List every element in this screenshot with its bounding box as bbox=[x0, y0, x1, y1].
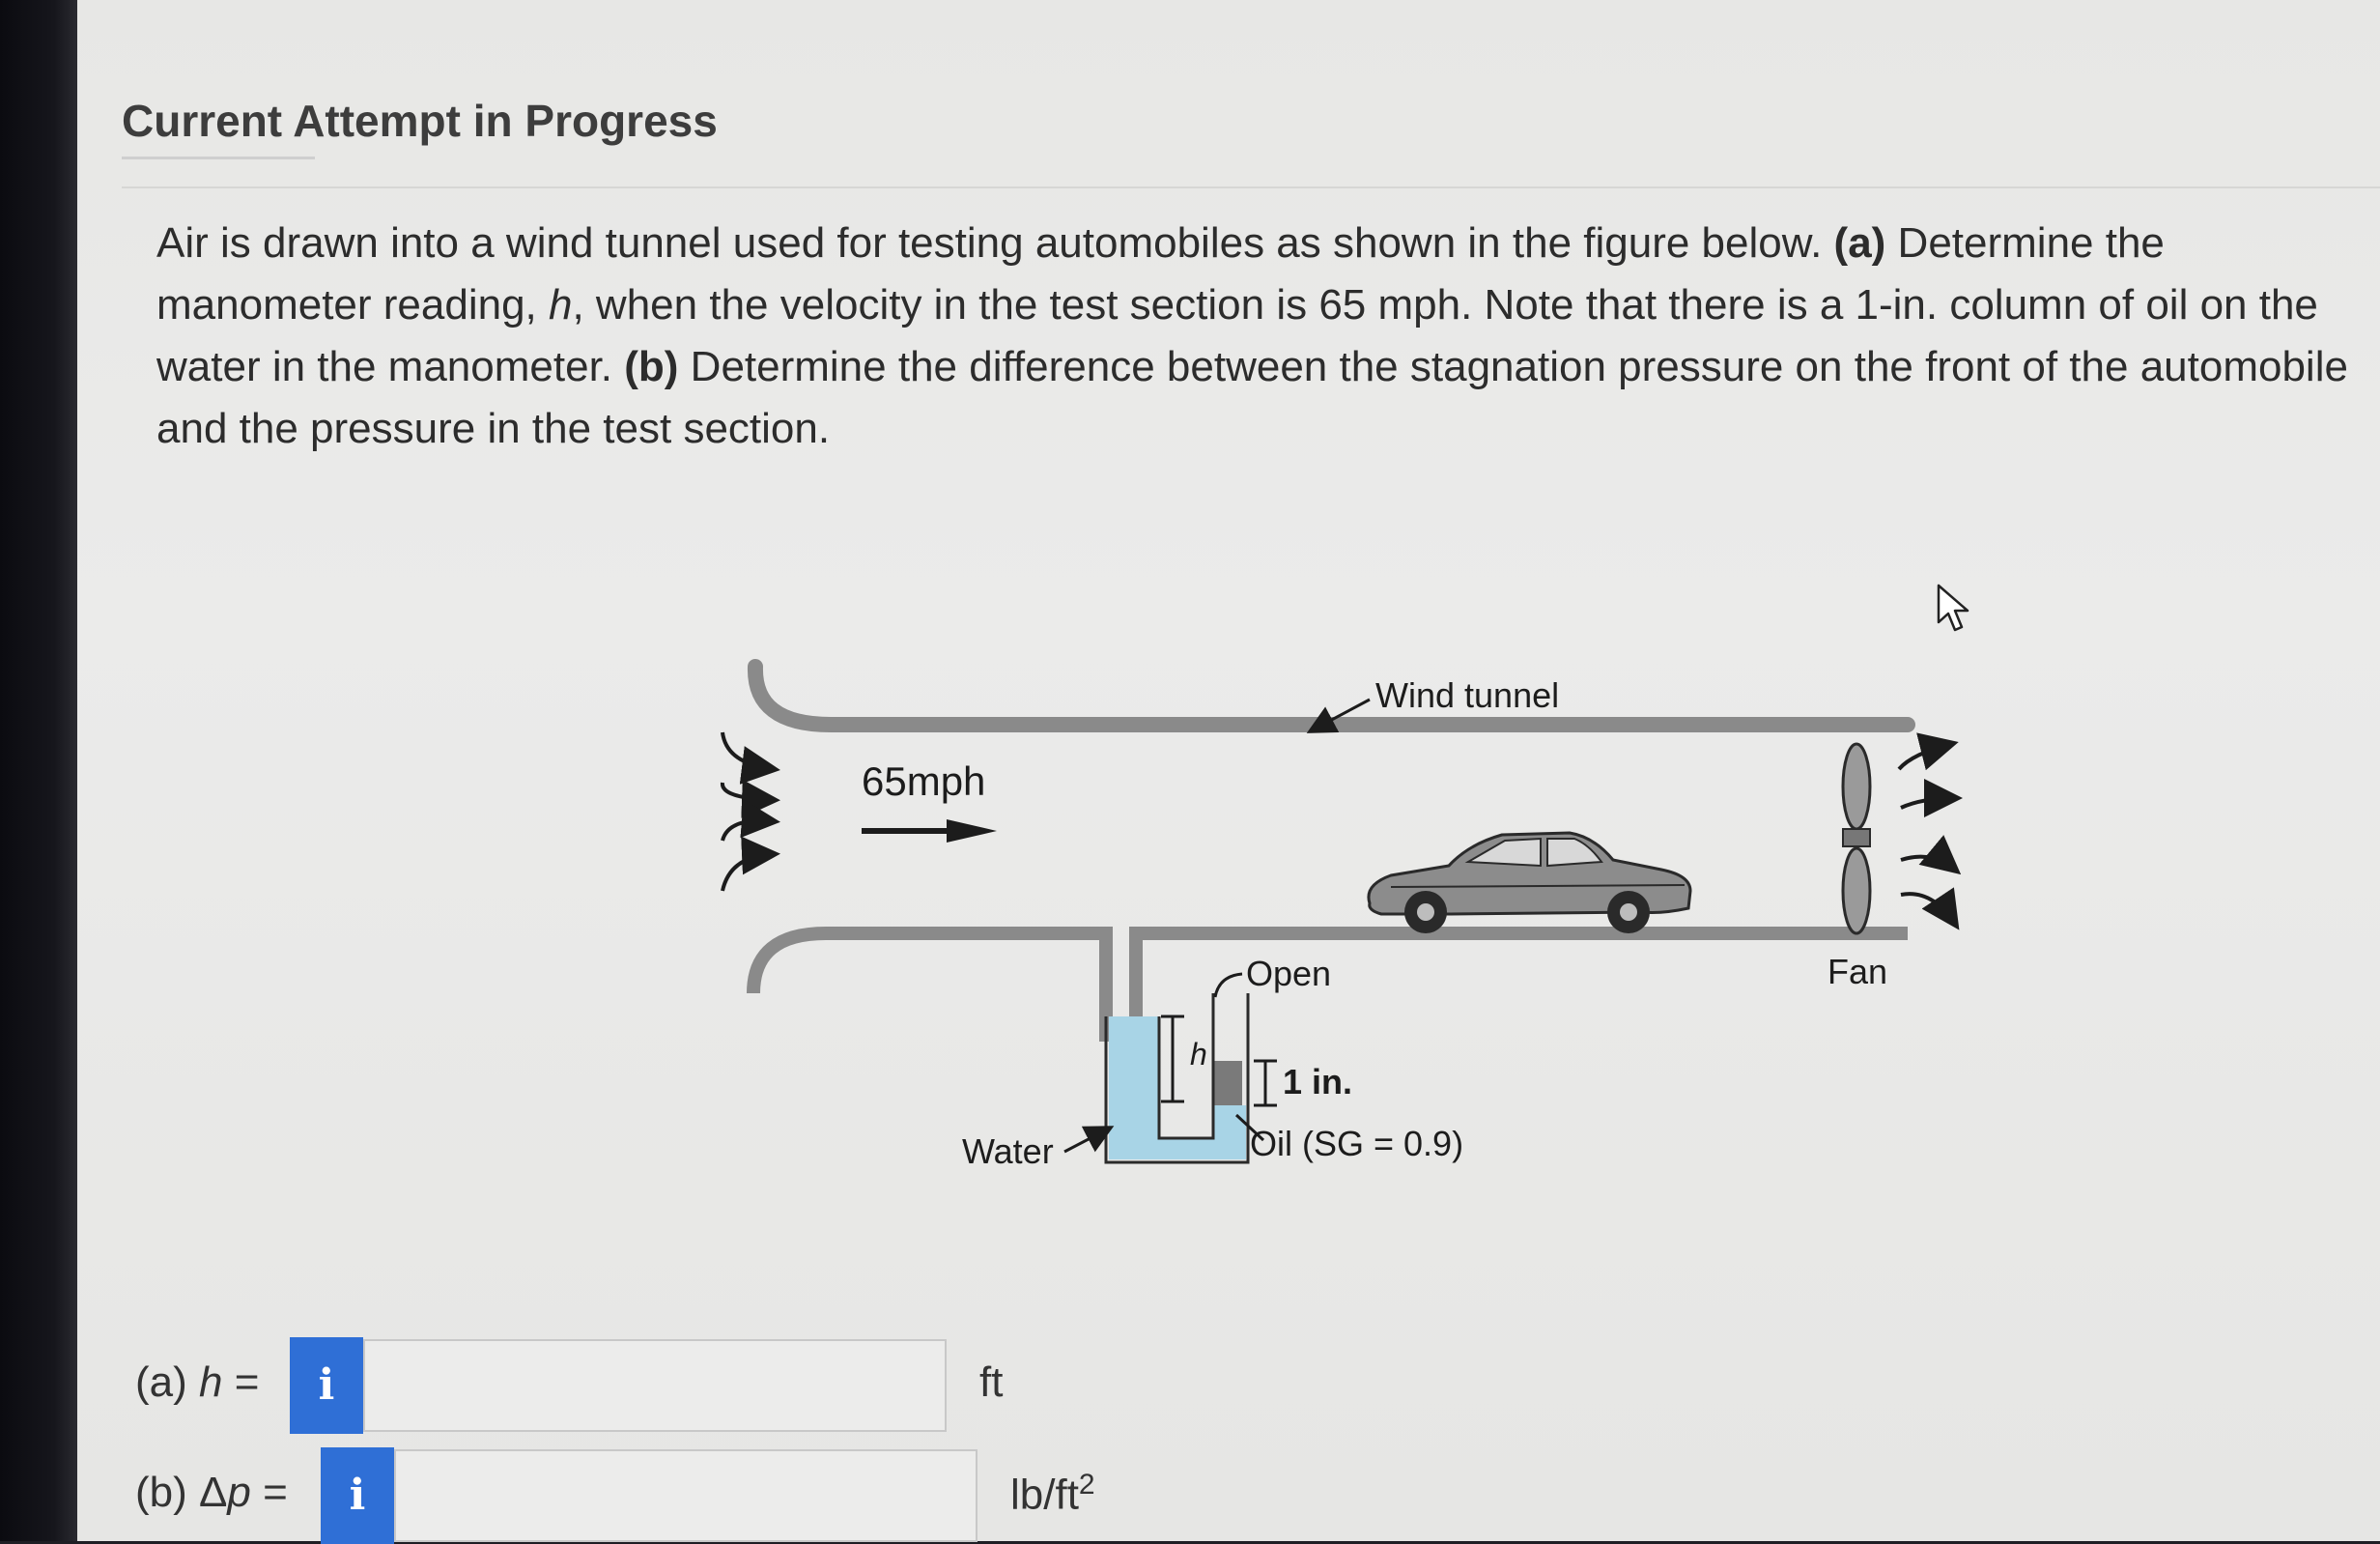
problem-text-2: Determine the manometer reading, bbox=[156, 219, 2165, 329]
screen-bezel bbox=[0, 0, 77, 1541]
h-label: h bbox=[1190, 1037, 1207, 1072]
part-a-tag: (a) bbox=[1833, 219, 1886, 267]
water-label: Water bbox=[962, 1131, 1054, 1171]
problem-text-1: Air is drawn into a wind tunnel used for testing automobiles as shown in the figure below. bbox=[156, 219, 1834, 267]
problem-text-4: Determine the difference between the stagnation pressure on the front of the automobile and the pressure in the test section. bbox=[156, 343, 2348, 452]
answer-b-label: (b) Δp = bbox=[135, 1469, 288, 1516]
open-label: Open bbox=[1246, 954, 1332, 993]
answer-b-unit: $lb/ft^2$ bbox=[1010, 1469, 1095, 1519]
answer-a-label: (a) h = bbox=[135, 1358, 260, 1406]
fan bbox=[1843, 744, 1870, 933]
tunnel-upper-wall bbox=[755, 667, 1908, 725]
answer-row-b bbox=[135, 1447, 1101, 1544]
oil-column-label: 1 in. bbox=[1283, 1062, 1353, 1101]
answer-a-input[interactable] bbox=[363, 1339, 947, 1432]
answer-row-a bbox=[135, 1337, 1101, 1434]
outlet-flow-arrows bbox=[1899, 744, 1955, 924]
variable-h: h bbox=[549, 281, 573, 329]
inlet-flow-arrows bbox=[722, 732, 773, 891]
speed-arrow bbox=[862, 819, 997, 843]
oil-label: Oil (SG = 0.9) bbox=[1250, 1124, 1464, 1163]
page-title: Current Attempt in Progress bbox=[122, 96, 718, 146]
water-leader bbox=[1064, 1129, 1109, 1152]
info-icon-a[interactable]: i bbox=[290, 1337, 363, 1434]
part-b-tag: (b) bbox=[624, 343, 679, 390]
title-underline bbox=[122, 157, 315, 159]
problem-text-3: , when the velocity in the test section is 65 mph. Note that there is a 1-in. column of oil on the water in the manometer. bbox=[156, 281, 2318, 390]
answer-a-unit: ft bbox=[979, 1358, 1004, 1406]
mouse-cursor-icon bbox=[1937, 584, 1975, 641]
open-leader bbox=[1215, 974, 1242, 997]
wind-tunnel-figure bbox=[618, 638, 2028, 1179]
header-divider bbox=[122, 186, 2380, 188]
fan-label: Fan bbox=[1828, 952, 1888, 991]
speed-label: 65mph bbox=[862, 758, 986, 804]
problem-statement bbox=[156, 213, 2368, 460]
info-icon-b[interactable]: i bbox=[321, 1447, 394, 1544]
car bbox=[1369, 833, 1690, 933]
question-screen bbox=[77, 0, 2380, 1541]
answer-b-input[interactable] bbox=[394, 1449, 978, 1542]
wind-tunnel-label: Wind tunnel bbox=[1375, 675, 1560, 715]
